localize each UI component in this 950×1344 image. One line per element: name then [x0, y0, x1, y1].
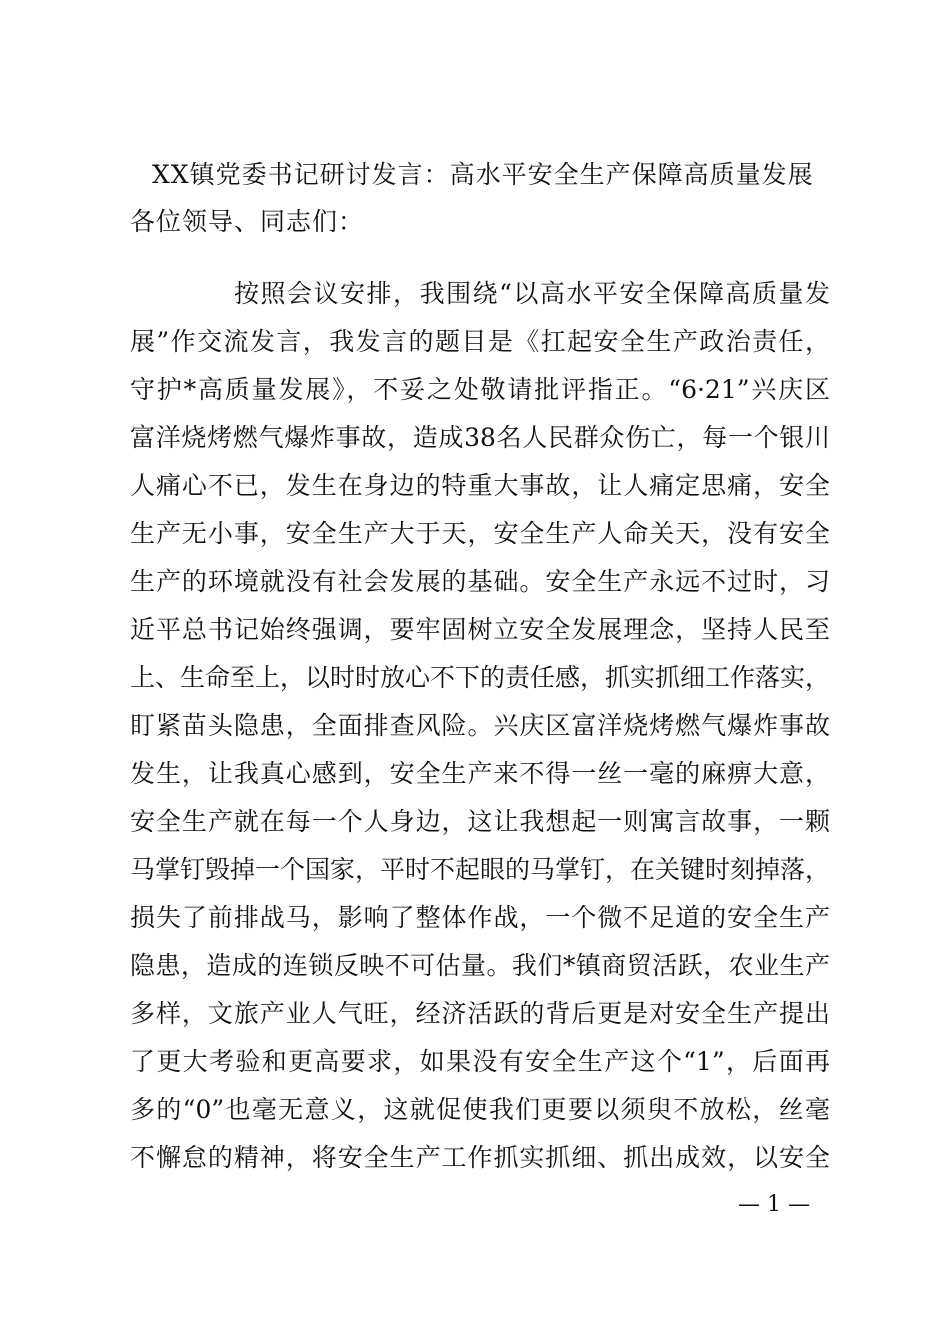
- body-line: 生产的环境就没有社会发展的基础。安全生产永远不过时，习: [130, 567, 830, 596]
- body-line: 不懈怠的精神，将安全生产工作抓实抓细、抓出成效，以安全: [130, 1143, 830, 1172]
- body-line: 盯紧苗头隐患，全面排查风险。兴庆区富洋烧烤燃气爆炸事故: [130, 711, 830, 740]
- body-line: 生产无小事，安全生产大于天，安全生产人命关天，没有安全: [130, 519, 830, 548]
- body-line: 展”作交流发言，我发言的题目是《扛起安全生产政治责任，: [130, 327, 830, 356]
- page-number: — 1 —: [738, 1192, 810, 1217]
- body-line: 发生，让我真心感到，安全生产来不得一丝一毫的麻痹大意，: [130, 759, 830, 788]
- body-line: 损失了前排战马，影响了整体作战，一个微不足道的安全生产: [130, 903, 830, 932]
- salutation: 各位领导、同志们：: [130, 207, 365, 236]
- body-line: 马掌钉毁掉一个国家，平时不起眼的马掌钉，在关键时刻掉落，: [130, 855, 830, 884]
- body-line: 多的“0”也毫无意义，这就促使我们更要以须臾不放松，丝毫: [130, 1095, 830, 1124]
- body-line: 上、生命至上，以时时放心不下的责任感，抓实抓细工作落实，: [130, 663, 830, 692]
- body-line: 人痛心不已，发生在身边的特重大事故，让人痛定思痛，安全: [130, 471, 830, 500]
- body-paragraph: [130, 274, 850, 1186]
- body-line: 多样，文旅产业人气旺，经济活跃的背后更是对安全生产提出: [130, 999, 830, 1028]
- body-line: 按照会议安排，我围绕“以高水平安全保障高质量发: [234, 279, 830, 308]
- body-line: 近平总书记始终强调，要牢固树立安全发展理念，坚持人民至: [130, 615, 830, 644]
- body-line: 守护*高质量发展》，不妥之处敬请批评指正。“6·21”兴庆区: [130, 375, 830, 404]
- body-line: 富洋烧烤燃气爆炸事故，造成38名人民群众伤亡，每一个银川: [130, 423, 830, 452]
- body-line: 了更大考验和更高要求，如果没有安全生产这个“1”，后面再: [130, 1047, 830, 1076]
- body-line: 隐患，造成的连锁反映不可估量。我们*镇商贸活跃，农业生产: [130, 951, 830, 980]
- document-title: XX镇党委书记研讨发言：高水平安全生产保障高质量发展: [152, 160, 814, 189]
- body-line: 安全生产就在每一个人身边，这让我想起一则寓言故事，一颗: [130, 807, 830, 836]
